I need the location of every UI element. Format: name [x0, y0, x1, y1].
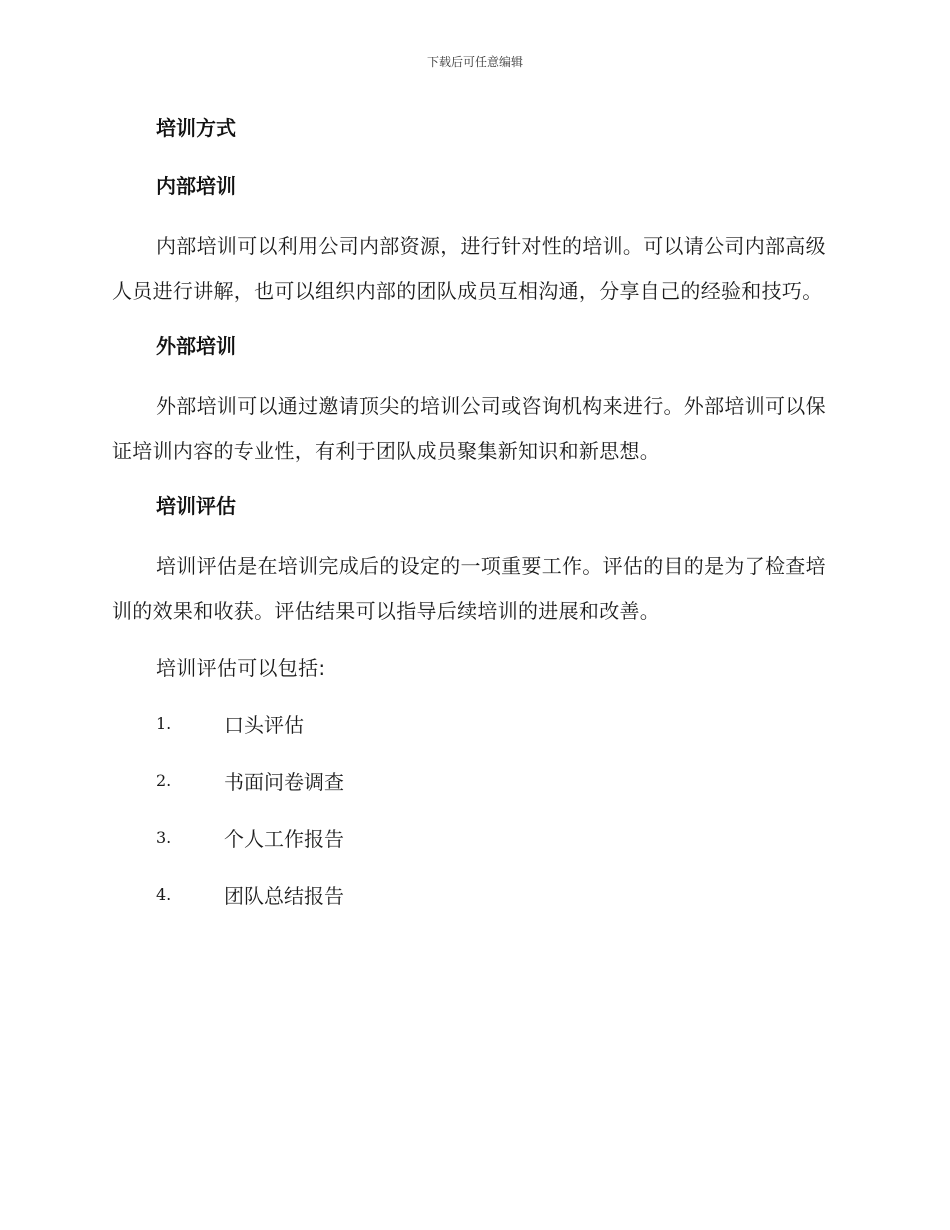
list-item [112, 760, 832, 800]
list-item-text: 个人工作报告 [224, 826, 344, 851]
list-item [112, 817, 832, 857]
list-item-text: 书面问卷调查 [224, 769, 344, 794]
paragraph-internal-training: 内部培训可以利用公司内部资源，进行针对性的培训。可以请公司内部高级人员进行讲解，也可以组织内部的团队成员互相沟通，分享自己的经验和技巧。 [112, 234, 826, 303]
list-item [112, 703, 832, 743]
paragraph-external-training: 外部培训可以通过邀请顶尖的培训公司或咨询机构来进行。外部培训可以保证培训内容的专业性，有利于团队成员聚集新知识和新思想。 [112, 394, 826, 463]
heading-training-evaluation: 培训评估 [156, 494, 236, 518]
list-item-number: 2. [156, 770, 172, 790]
heading-external-training: 外部培训 [156, 334, 236, 358]
list-item-number: 4. [156, 884, 172, 904]
list-item [112, 874, 832, 914]
evaluation-methods-list [112, 703, 832, 914]
paragraph-training-evaluation: 培训评估是在培训完成后的设定的一项重要工作。评估的目的是为了检查培训的效果和收获。评估结果可以指导后续培训的进展和改善。 [112, 554, 826, 623]
paragraph-evaluation-includes: 培训评估可以包括: [156, 656, 326, 680]
list-item-text: 团队总结报告 [224, 883, 344, 908]
list-item-number: 1. [156, 713, 172, 733]
heading-internal-training: 内部培训 [156, 174, 236, 198]
document-body [112, 108, 832, 931]
list-item-number: 3. [156, 827, 172, 847]
header-note: 下载后可任意编辑 [426, 55, 523, 69]
heading-training-methods: 培训方式 [156, 116, 236, 140]
list-item-text: 口头评估 [224, 712, 304, 737]
